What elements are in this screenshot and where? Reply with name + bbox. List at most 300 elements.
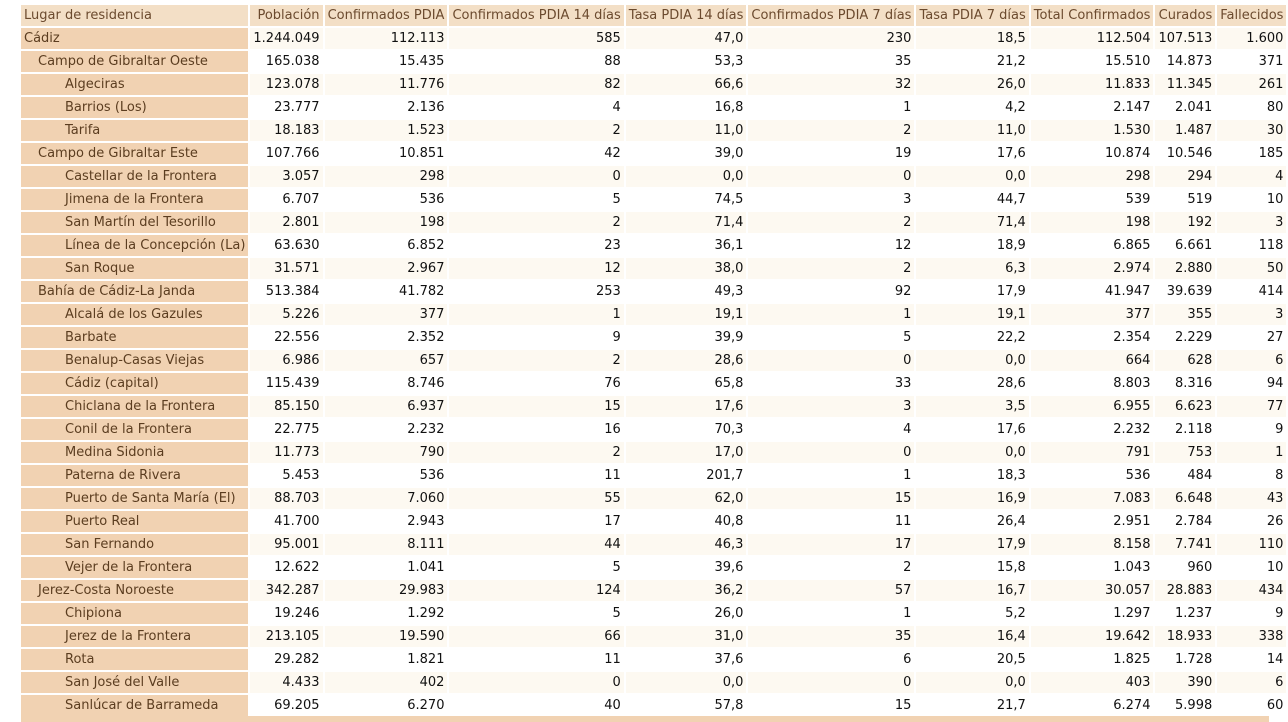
- value-cell: 8.158: [1031, 534, 1154, 555]
- value-cell: 11.776: [325, 74, 448, 95]
- header-tasa-14[interactable]: Tasa PDIA 14 días: [626, 5, 747, 26]
- value-cell: 66: [449, 626, 623, 647]
- value-cell: 1: [748, 304, 914, 325]
- value-cell: 790: [325, 442, 448, 463]
- value-cell: 20,5: [916, 649, 1028, 670]
- value-cell: 7.741: [1155, 534, 1215, 555]
- value-cell: 3,5: [916, 396, 1028, 417]
- table-row[interactable]: [21, 626, 1286, 647]
- place-name-cell[interactable]: Jerez-Costa Noroeste: [21, 580, 248, 601]
- header-tasa-7[interactable]: Tasa PDIA 7 días: [916, 5, 1028, 26]
- value-cell: 17: [748, 534, 914, 555]
- value-cell: 12: [748, 235, 914, 256]
- place-name-cell[interactable]: Campo de Gibraltar Este: [21, 143, 248, 164]
- value-cell: 519: [1155, 189, 1215, 210]
- value-cell: 41.700: [250, 511, 322, 532]
- value-cell: 35: [748, 51, 914, 72]
- value-cell: 39,6: [626, 557, 747, 578]
- value-cell: 32: [748, 74, 914, 95]
- value-cell: 1.487: [1155, 120, 1215, 141]
- value-cell: 18.183: [250, 120, 322, 141]
- header-lugar[interactable]: Lugar de residencia: [21, 5, 248, 26]
- value-cell: 95.001: [250, 534, 322, 555]
- value-cell: 10.851: [325, 143, 448, 164]
- value-cell: 18,9: [916, 235, 1028, 256]
- value-cell: 198: [1031, 212, 1154, 233]
- table-row[interactable]: [21, 74, 1286, 95]
- value-cell: 201,7: [626, 465, 747, 486]
- value-cell: 2.967: [325, 258, 448, 279]
- header-row: [21, 5, 1286, 26]
- value-cell: 33: [748, 373, 914, 394]
- value-cell: 2.118: [1155, 419, 1215, 440]
- value-cell: 62,0: [626, 488, 747, 509]
- table-row[interactable]: [21, 189, 1286, 210]
- value-cell: 40,8: [626, 511, 747, 532]
- value-cell: 0: [748, 442, 914, 463]
- value-cell: 36,2: [626, 580, 747, 601]
- value-cell: 29.983: [325, 580, 448, 601]
- value-cell: 63.630: [250, 235, 322, 256]
- value-cell: 6.623: [1155, 396, 1215, 417]
- value-cell: 26,0: [626, 603, 747, 624]
- value-cell: 11: [449, 649, 623, 670]
- place-name-cell[interactable]: Vejer de la Frontera: [21, 557, 248, 578]
- place-name-cell[interactable]: Rota: [21, 649, 248, 670]
- value-cell: 1.530: [1031, 120, 1154, 141]
- header-total-confirmados[interactable]: Total Confirmados: [1031, 5, 1154, 26]
- covid-data-table: [19, 3, 1288, 718]
- place-name-cell[interactable]: Castellar de la Frontera: [21, 166, 248, 187]
- value-cell: 0: [449, 166, 623, 187]
- value-cell: 1.237: [1155, 603, 1215, 624]
- place-name-cell[interactable]: Puerto Real: [21, 511, 248, 532]
- value-cell: 124: [449, 580, 623, 601]
- value-cell: 70,3: [626, 419, 747, 440]
- value-cell: 3: [1217, 304, 1286, 325]
- place-name-cell[interactable]: San Roque: [21, 258, 248, 279]
- value-cell: 230: [748, 28, 914, 49]
- table-row[interactable]: [21, 120, 1286, 141]
- table-row[interactable]: [21, 28, 1286, 49]
- value-cell: 657: [325, 350, 448, 371]
- value-cell: 40: [449, 695, 623, 716]
- value-cell: 23.777: [250, 97, 322, 118]
- value-cell: 22,2: [916, 327, 1028, 348]
- value-cell: 6.955: [1031, 396, 1154, 417]
- value-cell: 11.773: [250, 442, 322, 463]
- value-cell: 628: [1155, 350, 1215, 371]
- value-cell: 39.639: [1155, 281, 1215, 302]
- table-row[interactable]: [21, 373, 1286, 394]
- value-cell: 1: [1217, 442, 1286, 463]
- value-cell: 2: [449, 442, 623, 463]
- value-cell: 0: [748, 350, 914, 371]
- value-cell: 5,2: [916, 603, 1028, 624]
- place-name-cell[interactable]: San José del Valle: [21, 672, 248, 693]
- value-cell: 5.453: [250, 465, 322, 486]
- table-row[interactable]: [21, 235, 1286, 256]
- place-name-cell[interactable]: Chipiona: [21, 603, 248, 624]
- value-cell: 6.865: [1031, 235, 1154, 256]
- value-cell: 77: [1217, 396, 1286, 417]
- value-cell: 57,8: [626, 695, 747, 716]
- place-name-cell[interactable]: Cádiz (capital): [21, 373, 248, 394]
- table-row[interactable]: [21, 672, 1286, 693]
- value-cell: 2.974: [1031, 258, 1154, 279]
- value-cell: 2: [748, 258, 914, 279]
- place-name-cell[interactable]: Línea de la Concepción (La): [21, 235, 248, 256]
- value-cell: 50: [1217, 258, 1286, 279]
- value-cell: 960: [1155, 557, 1215, 578]
- table-row[interactable]: [21, 97, 1286, 118]
- place-name-cell[interactable]: Benalup-Casas Viejas: [21, 350, 248, 371]
- header-curados[interactable]: Curados: [1155, 5, 1215, 26]
- value-cell: 21,2: [916, 51, 1028, 72]
- value-cell: 1.821: [325, 649, 448, 670]
- value-cell: 36,1: [626, 235, 747, 256]
- value-cell: 30.057: [1031, 580, 1154, 601]
- value-cell: 26,0: [916, 74, 1028, 95]
- value-cell: 85.150: [250, 396, 322, 417]
- table-row[interactable]: [21, 557, 1286, 578]
- value-cell: 16,7: [916, 580, 1028, 601]
- value-cell: 17: [449, 511, 623, 532]
- table-row[interactable]: [21, 304, 1286, 325]
- table-row[interactable]: [21, 488, 1286, 509]
- value-cell: 27: [1217, 327, 1286, 348]
- value-cell: 12.622: [250, 557, 322, 578]
- value-cell: 536: [1031, 465, 1154, 486]
- value-cell: 8.803: [1031, 373, 1154, 394]
- value-cell: 2: [748, 120, 914, 141]
- value-cell: 31.571: [250, 258, 322, 279]
- value-cell: 5: [449, 189, 623, 210]
- value-cell: 8.111: [325, 534, 448, 555]
- value-cell: 53,3: [626, 51, 747, 72]
- value-cell: 44,7: [916, 189, 1028, 210]
- value-cell: 6.986: [250, 350, 322, 371]
- table-row[interactable]: [21, 166, 1286, 187]
- value-cell: 253: [449, 281, 623, 302]
- table-row[interactable]: [21, 396, 1286, 417]
- place-name-cell[interactable]: Chiclana de la Frontera: [21, 396, 248, 417]
- value-cell: 110: [1217, 534, 1286, 555]
- value-cell: 6.707: [250, 189, 322, 210]
- value-cell: 82: [449, 74, 623, 95]
- place-name-cell[interactable]: Campo de Gibraltar Oeste: [21, 51, 248, 72]
- table-row[interactable]: [21, 281, 1286, 302]
- value-cell: 1.297: [1031, 603, 1154, 624]
- value-cell: 28,6: [916, 373, 1028, 394]
- partially-visible-row: [21, 716, 1269, 722]
- value-cell: 753: [1155, 442, 1215, 463]
- value-cell: 377: [1031, 304, 1154, 325]
- value-cell: 0,0: [916, 442, 1028, 463]
- value-cell: 29.282: [250, 649, 322, 670]
- value-cell: 10.874: [1031, 143, 1154, 164]
- value-cell: 2: [449, 120, 623, 141]
- value-cell: 19.590: [325, 626, 448, 647]
- header-fallecidos[interactable]: Fallecidos: [1217, 5, 1286, 26]
- value-cell: 6.274: [1031, 695, 1154, 716]
- value-cell: 11: [748, 511, 914, 532]
- value-cell: 536: [325, 189, 448, 210]
- value-cell: 664: [1031, 350, 1154, 371]
- value-cell: 434: [1217, 580, 1286, 601]
- value-cell: 15.510: [1031, 51, 1154, 72]
- value-cell: 192: [1155, 212, 1215, 233]
- value-cell: 10.546: [1155, 143, 1215, 164]
- value-cell: 112.504: [1031, 28, 1154, 49]
- value-cell: 2.232: [325, 419, 448, 440]
- place-name-cell[interactable]: Sanlúcar de Barrameda: [21, 695, 248, 716]
- value-cell: 5: [449, 603, 623, 624]
- value-cell: 39,9: [626, 327, 747, 348]
- value-cell: 88.703: [250, 488, 322, 509]
- value-cell: 15: [748, 488, 914, 509]
- value-cell: 19.642: [1031, 626, 1154, 647]
- value-cell: 107.766: [250, 143, 322, 164]
- value-cell: 66,6: [626, 74, 747, 95]
- value-cell: 1.728: [1155, 649, 1215, 670]
- table-row[interactable]: [21, 695, 1286, 716]
- value-cell: 28,6: [626, 350, 747, 371]
- value-cell: 2: [449, 212, 623, 233]
- value-cell: 11,0: [626, 120, 747, 141]
- value-cell: 18,5: [916, 28, 1028, 49]
- value-cell: 342.287: [250, 580, 322, 601]
- value-cell: 16,9: [916, 488, 1028, 509]
- value-cell: 11.345: [1155, 74, 1215, 95]
- value-cell: 19.246: [250, 603, 322, 624]
- value-cell: 49,3: [626, 281, 747, 302]
- place-name-cell[interactable]: San Martín del Tesorillo: [21, 212, 248, 233]
- value-cell: 37,6: [626, 649, 747, 670]
- place-name-cell[interactable]: Tarifa: [21, 120, 248, 141]
- value-cell: 12: [449, 258, 623, 279]
- place-name-cell[interactable]: San Fernando: [21, 534, 248, 555]
- value-cell: 112.113: [325, 28, 448, 49]
- value-cell: 2.352: [325, 327, 448, 348]
- value-cell: 7.083: [1031, 488, 1154, 509]
- value-cell: 88: [449, 51, 623, 72]
- value-cell: 115.439: [250, 373, 322, 394]
- value-cell: 1: [748, 97, 914, 118]
- place-name-cell[interactable]: Puerto de Santa María (El): [21, 488, 248, 509]
- value-cell: 5: [449, 557, 623, 578]
- value-cell: 17,6: [626, 396, 747, 417]
- value-cell: 6,3: [916, 258, 1028, 279]
- table-row[interactable]: [21, 143, 1286, 164]
- value-cell: 9: [1217, 419, 1286, 440]
- table-row[interactable]: [21, 465, 1286, 486]
- value-cell: 1.043: [1031, 557, 1154, 578]
- value-cell: 10: [1217, 557, 1286, 578]
- value-cell: 377: [325, 304, 448, 325]
- value-cell: 9: [449, 327, 623, 348]
- value-cell: 414: [1217, 281, 1286, 302]
- place-name-cell[interactable]: Medina Sidonia: [21, 442, 248, 463]
- value-cell: 17,6: [916, 143, 1028, 164]
- value-cell: 2.951: [1031, 511, 1154, 532]
- value-cell: 0,0: [916, 166, 1028, 187]
- table-body: [21, 28, 1286, 716]
- place-name-cell[interactable]: Jerez de la Frontera: [21, 626, 248, 647]
- value-cell: 6.852: [325, 235, 448, 256]
- value-cell: 165.038: [250, 51, 322, 72]
- value-cell: 198: [325, 212, 448, 233]
- value-cell: 16,4: [916, 626, 1028, 647]
- place-name-cell[interactable]: Alcalá de los Gazules: [21, 304, 248, 325]
- value-cell: 6: [1217, 350, 1286, 371]
- value-cell: 2.041: [1155, 97, 1215, 118]
- place-name-cell[interactable]: Jimena de la Frontera: [21, 189, 248, 210]
- value-cell: 18.933: [1155, 626, 1215, 647]
- value-cell: 1.600: [1217, 28, 1286, 49]
- value-cell: 6.270: [325, 695, 448, 716]
- place-name-cell[interactable]: Conil de la Frontera: [21, 419, 248, 440]
- value-cell: 2: [449, 350, 623, 371]
- value-cell: 2: [748, 212, 914, 233]
- table-row[interactable]: [21, 419, 1286, 440]
- value-cell: 44: [449, 534, 623, 555]
- value-cell: 3: [1217, 212, 1286, 233]
- place-name-cell[interactable]: Bahía de Cádiz-La Janda: [21, 281, 248, 302]
- value-cell: 0: [748, 672, 914, 693]
- table-row[interactable]: [21, 442, 1286, 463]
- value-cell: 17,0: [626, 442, 747, 463]
- value-cell: 11.833: [1031, 74, 1154, 95]
- value-cell: 0,0: [916, 350, 1028, 371]
- value-cell: 4: [449, 97, 623, 118]
- value-cell: 2.784: [1155, 511, 1215, 532]
- value-cell: 6.648: [1155, 488, 1215, 509]
- table-row[interactable]: [21, 258, 1286, 279]
- value-cell: 26,4: [916, 511, 1028, 532]
- value-cell: 92: [748, 281, 914, 302]
- value-cell: 80: [1217, 97, 1286, 118]
- value-cell: 2.880: [1155, 258, 1215, 279]
- value-cell: 11,0: [916, 120, 1028, 141]
- table-row[interactable]: [21, 51, 1286, 72]
- table-row[interactable]: [21, 511, 1286, 532]
- value-cell: 791: [1031, 442, 1154, 463]
- value-cell: 4: [1217, 166, 1286, 187]
- value-cell: 8.316: [1155, 373, 1215, 394]
- value-cell: 35: [748, 626, 914, 647]
- value-cell: 71,4: [916, 212, 1028, 233]
- place-name-cell[interactable]: Barbate: [21, 327, 248, 348]
- table-row[interactable]: [21, 580, 1286, 601]
- value-cell: 16: [449, 419, 623, 440]
- value-cell: 10: [1217, 189, 1286, 210]
- value-cell: 355: [1155, 304, 1215, 325]
- value-cell: 16,8: [626, 97, 747, 118]
- value-cell: 2.943: [325, 511, 448, 532]
- value-cell: 1: [449, 304, 623, 325]
- table-row[interactable]: [21, 212, 1286, 233]
- value-cell: 402: [325, 672, 448, 693]
- value-cell: 0: [748, 166, 914, 187]
- value-cell: 57: [748, 580, 914, 601]
- header-poblacion[interactable]: Población: [250, 5, 322, 26]
- value-cell: 47,0: [626, 28, 747, 49]
- value-cell: 513.384: [250, 281, 322, 302]
- value-cell: 0,0: [916, 672, 1028, 693]
- value-cell: 390: [1155, 672, 1215, 693]
- value-cell: 30: [1217, 120, 1286, 141]
- table-row[interactable]: [21, 603, 1286, 624]
- value-cell: 21,7: [916, 695, 1028, 716]
- value-cell: 60: [1217, 695, 1286, 716]
- place-name-cell[interactable]: Barrios (Los): [21, 97, 248, 118]
- value-cell: 1: [748, 603, 914, 624]
- value-cell: 2.801: [250, 212, 322, 233]
- value-cell: 17,6: [916, 419, 1028, 440]
- value-cell: 3.057: [250, 166, 322, 187]
- value-cell: 1.041: [325, 557, 448, 578]
- value-cell: 4,2: [916, 97, 1028, 118]
- table-row[interactable]: [21, 534, 1286, 555]
- value-cell: 6: [1217, 672, 1286, 693]
- table-row[interactable]: [21, 649, 1286, 670]
- value-cell: 19,1: [626, 304, 747, 325]
- value-cell: 15: [748, 695, 914, 716]
- value-cell: 14: [1217, 649, 1286, 670]
- value-cell: 2.229: [1155, 327, 1215, 348]
- value-cell: 484: [1155, 465, 1215, 486]
- place-name-cell[interactable]: Cádiz: [21, 28, 248, 49]
- value-cell: 39,0: [626, 143, 747, 164]
- value-cell: 213.105: [250, 626, 322, 647]
- value-cell: 0,0: [626, 166, 747, 187]
- value-cell: 1.825: [1031, 649, 1154, 670]
- value-cell: 9: [1217, 603, 1286, 624]
- value-cell: 5.226: [250, 304, 322, 325]
- value-cell: 0: [449, 672, 623, 693]
- value-cell: 6: [748, 649, 914, 670]
- value-cell: 0,0: [626, 672, 747, 693]
- value-cell: 3: [748, 189, 914, 210]
- value-cell: 38,0: [626, 258, 747, 279]
- table-row[interactable]: [21, 350, 1286, 371]
- value-cell: 5: [748, 327, 914, 348]
- value-cell: 3: [748, 396, 914, 417]
- value-cell: 294: [1155, 166, 1215, 187]
- header-confirmados-14[interactable]: Confirmados PDIA 14 días: [449, 5, 623, 26]
- value-cell: 17,9: [916, 281, 1028, 302]
- value-cell: 94: [1217, 373, 1286, 394]
- place-name-cell[interactable]: Algeciras: [21, 74, 248, 95]
- header-confirmados[interactable]: Confirmados PDIA: [325, 5, 448, 26]
- place-name-cell[interactable]: Paterna de Rivera: [21, 465, 248, 486]
- value-cell: 4: [748, 419, 914, 440]
- table-row[interactable]: [21, 327, 1286, 348]
- value-cell: 118: [1217, 235, 1286, 256]
- value-cell: 15,8: [916, 557, 1028, 578]
- value-cell: 1.244.049: [250, 28, 322, 49]
- value-cell: 74,5: [626, 189, 747, 210]
- value-cell: 11: [449, 465, 623, 486]
- value-cell: 585: [449, 28, 623, 49]
- value-cell: 22.556: [250, 327, 322, 348]
- header-confirmados-7[interactable]: Confirmados PDIA 7 días: [748, 5, 914, 26]
- value-cell: 76: [449, 373, 623, 394]
- value-cell: 1.523: [325, 120, 448, 141]
- value-cell: 2.354: [1031, 327, 1154, 348]
- value-cell: 65,8: [626, 373, 747, 394]
